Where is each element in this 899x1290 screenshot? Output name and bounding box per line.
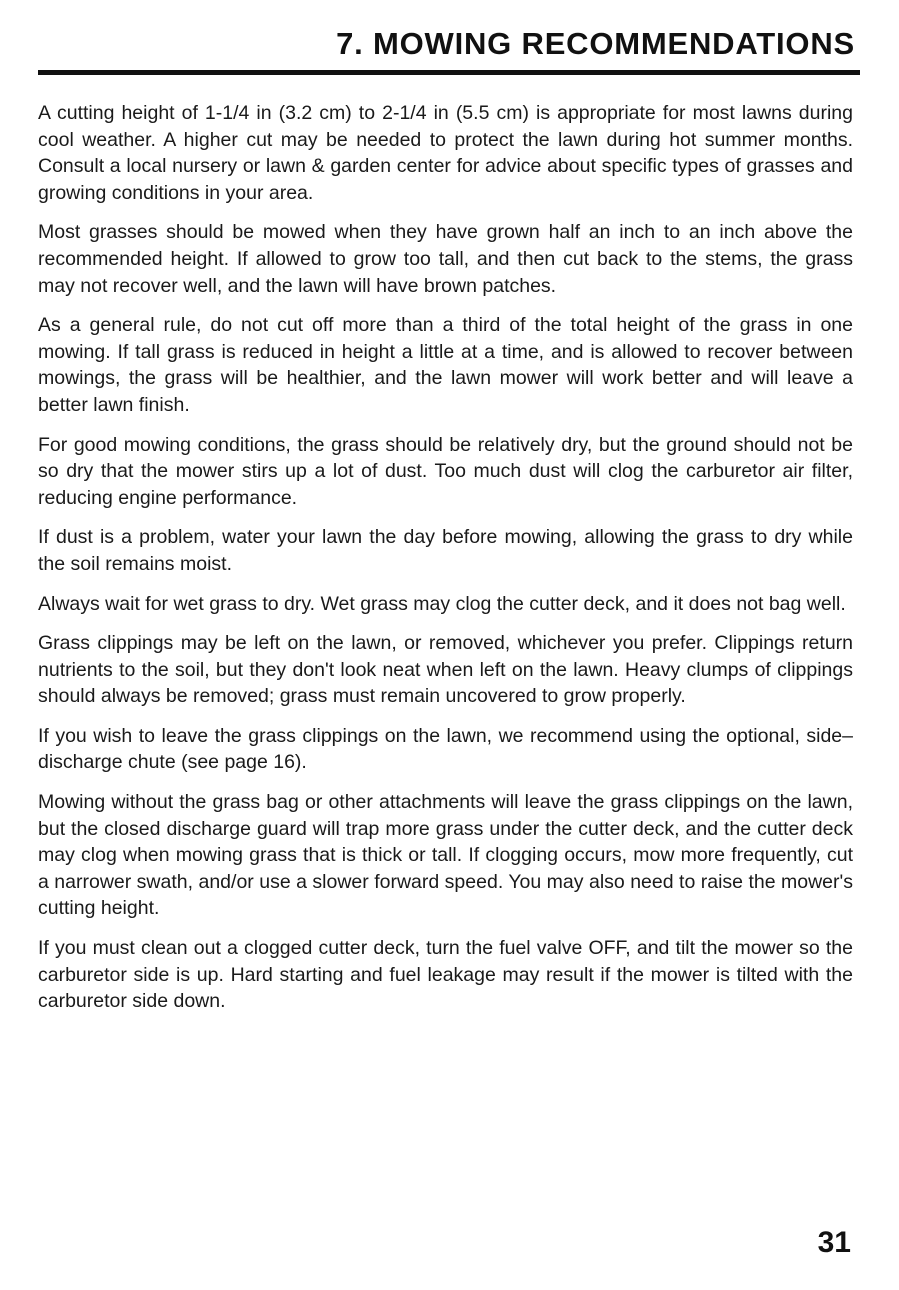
paragraph-discharge-chute: If you wish to leave the grass clippings on the lawn, we recommend using the optional, side–discharge chute (see page 16). <box>38 724 853 774</box>
section-title: 7. MOWING RECOMMENDATIONS <box>336 26 855 61</box>
title-rule <box>38 70 860 75</box>
paragraph-dust: If dust is a problem, water your lawn the day before mowing, allowing the grass to dry while the soil remains moist. <box>38 526 853 575</box>
paragraph-wet-grass: Always wait for wet grass to dry. Wet grass may clog the cutter deck, and it does not bag well. <box>38 592 846 615</box>
paragraph-mowing-conditions: For good mowing conditions, the grass should be relatively dry, but the ground should not be so dry that the mower stirs up a lot of dust. Too much dust will clog the carburetor air filter, reducing engine performance. <box>38 433 853 509</box>
paragraph-when-to-mow: Most grasses should be mowed when they have grown half an inch to an inch above the recommended height. If allowed to grow too tall, and then cut back to the stems, the grass may not recover well, and the lawn will have brown patches. <box>38 221 853 297</box>
page-number: 31 <box>817 1226 851 1259</box>
paragraph-clogged-deck: If you must clean out a clogged cutter deck, turn the fuel valve OFF, and tilt the mower so the carburetor side is up. Hard starting and fuel leakage may result if the mower is tilted with the carburetor side down. <box>38 937 853 1013</box>
paragraph-general-rule: As a general rule, do not cut off more than a third of the total height of the grass in one mowing. If tall grass is reduced in height a little at a time, and is allowed to recover between mowings, the grass will be healthier, and the lawn mower will work better and will leave a better lawn finish. <box>38 314 853 416</box>
body-text <box>38 100 853 1028</box>
paragraph-grass-clippings: Grass clippings may be left on the lawn, or removed, whichever you prefer. Clippings return nutrients to the soil, but they don't look neat when left on the lawn. Heavy clumps of clippings should always be removed; grass must remain uncovered to grow properly. <box>38 632 853 708</box>
paragraph-cutting-height: A cutting height of 1-1/4 in (3.2 cm) to 2-1/4 in (5.5 cm) is appropriate for most lawns during cool weather. A higher cut may be needed to protect the lawn during hot summer months. Consult a local nursery or lawn & garden center for advice about specific types of grasses and growing conditions in your area. <box>38 102 853 204</box>
paragraph-mowing-without-bag: Mowing without the grass bag or other attachments will leave the grass clippings on the lawn, but the closed discharge guard will trap more grass under the cutter deck, and the cutter deck may clog when mowing grass that is thick or tall. If clogging occurs, mow more frequently, cut a narrower swath, and/or use a slower forward speed. You may also need to raise the mower's cutting height. <box>38 791 853 920</box>
